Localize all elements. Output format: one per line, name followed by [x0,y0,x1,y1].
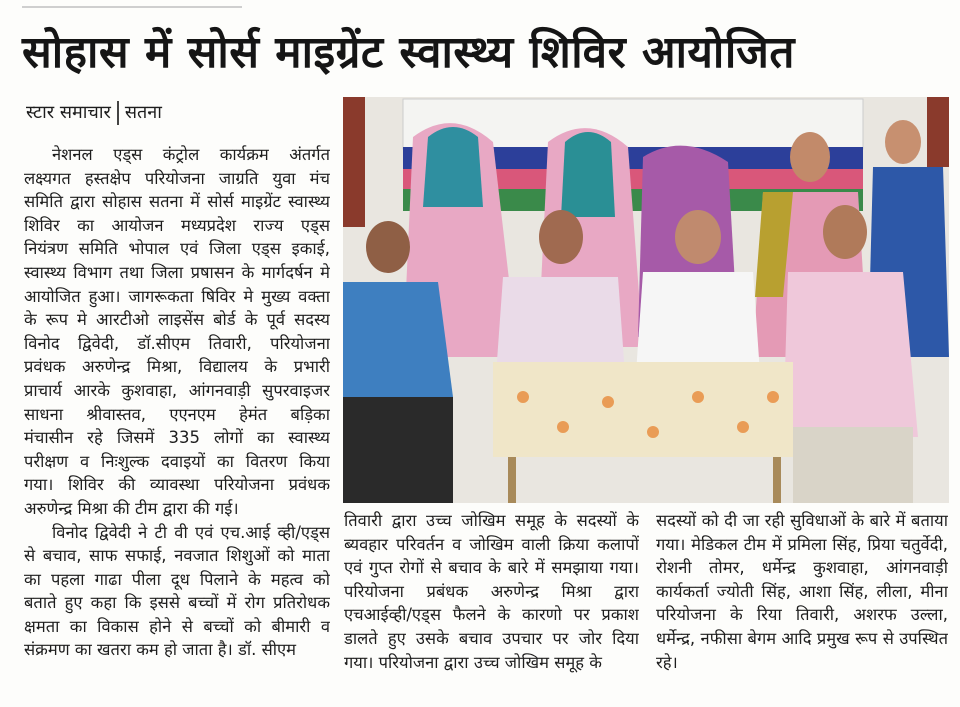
article-text-line: प्राचार्य आरके कुशवाहा, आंगनवाड़ी सुपरवाइजर [24,380,330,400]
article-column-2 [344,509,639,674]
article-text-line: विनोद द्विवेदी ने टी वी एवं एच.आई व्ही/एड्स [52,522,330,542]
article-text-line: गया। परियोजना द्वारा उच्च जोखिम समूह के [344,652,602,672]
article-text-line: परियोजना के रिया तिवारी, अशरफ उल्ला, [656,605,948,625]
article-text-line: तिवारी द्वारा उच्च जोखिम समूह के सदस्यों के [344,511,639,530]
byline-separator [117,101,119,125]
article-text-line: रहे। [656,652,678,672]
article-text-line: बताते हुए कहा कि इससे बच्चों में रोग प्रतिरोधक [24,593,330,613]
article-text-line: का पहला गाढा पीला दूध पिलाने के महत्व को [24,569,330,589]
article-text-line: गया। मेडिकल टीम में प्रमिला सिंह, प्रिया चतुर्वेदी, [656,534,948,554]
byline [26,100,162,126]
article-text-line: संक्रमण का खतरा कम हो जाता है। डॉ. सीएम [24,640,296,660]
article-text-line: परियोजना प्रबंधक अरुणेन्द्र मिश्रा द्वारा [344,581,639,601]
article-text-line: से बचाव, साफ सफाई, नवजात शिशुओं को माता [24,546,330,566]
article-text-line: नेशनल एड्स कंट्रोल कार्यक्रम अंतर्गत [52,145,330,164]
article-text-line: मंचासीन रहे जिसमें 335 लोगों का स्वास्थ्य [24,428,330,448]
article-text-line: स्वास्थ्य विभाग तथा जिला प्रषासन के मार्गदर्षन मे [24,262,330,282]
byline-city: सतना [124,102,162,123]
article-text-line: शिविर का आयोजन मध्यप्रदेश राज्य एड्स [24,215,330,235]
article-text-line: अरुणेन्द्र मिश्रा की टीम द्वारा की गई। [24,498,239,518]
byline-source: स्टार समाचार [26,102,111,123]
article-text-line: नियंत्रण समिति भोपाल एवं जिला एड्स इकाई, [24,239,330,259]
article-text-line: क्षमता का विकास होने से बच्चों को बीमारी व [24,616,330,636]
event-photo [343,97,949,503]
article-column-1 [24,143,330,662]
article-text-line: धर्मेन्द्र, नफीसा बेगम आदि प्रमुख रूप से उपस्थित [656,628,948,648]
article-text-line: ब्यवहार परिवर्तन व जोखिम वाली क्रिया कलापों [344,534,639,554]
article-text-line: के रूप मे आरटीओ लाइसेंस बोर्ड के पूर्व सदस्य [24,310,330,330]
article-text-line: साधना श्रीवास्तव, एएनएम हेमंत बड़िका [24,404,330,424]
article-text-line: रोशनी तोमर, धर्मेन्द्र कुशवाहा, आंगनवाड़ी [656,558,948,578]
article-text-line: प्रवंधक अरुणेन्द्र मिश्रा, विद्यालय के प्रभारी [24,357,330,377]
article-text-line: सदस्यों को दी जा रही सुविधाओं के बारे में बताया [656,511,948,530]
article-text-line: एवं गुप्त रोगों से बचाव के बारे में समझाया गया। [344,558,639,578]
article-text-line: विनोद द्विवेदी, डॉ.सीएम तिवारी, परियोजना [24,333,330,353]
article-text-line: परीक्षण व निःशुल्क दवाइयों का वितरण किया [24,451,330,471]
article-text-line: एचआईव्ही/एड्स फैलने के कारणो पर प्रकाश [344,605,639,625]
article-text-line: समिति द्वारा सोहास सतना में सोर्स माइग्रेंट स्वास्थ्य [24,192,330,212]
top-rule [22,6,242,8]
event-photo-illustration [343,97,949,503]
article-text-line: डालते हुए उसके बचाव उपचार पर जोर दिया [344,628,639,648]
article-text-line: आयोजित हुआ। जागरूकता षिविर मे मुख्य वक्ता [24,286,330,306]
article-column-3 [656,509,948,674]
article-text-line: कार्यकर्ता ज्योती सिंह, आशा सिंह, लीला, मीना [656,581,948,601]
headline: सोहास में सोर्स माइग्रेंट स्वास्थ्य शिविर आयोजित [22,27,795,78]
article-text-line: गया। शिविर की व्यावस्था परियोजना प्रवंधक [24,475,330,495]
article-text-line: लक्ष्यगत हस्तक्षेप परियोजना जाग्रति युवा मंच [24,168,330,188]
